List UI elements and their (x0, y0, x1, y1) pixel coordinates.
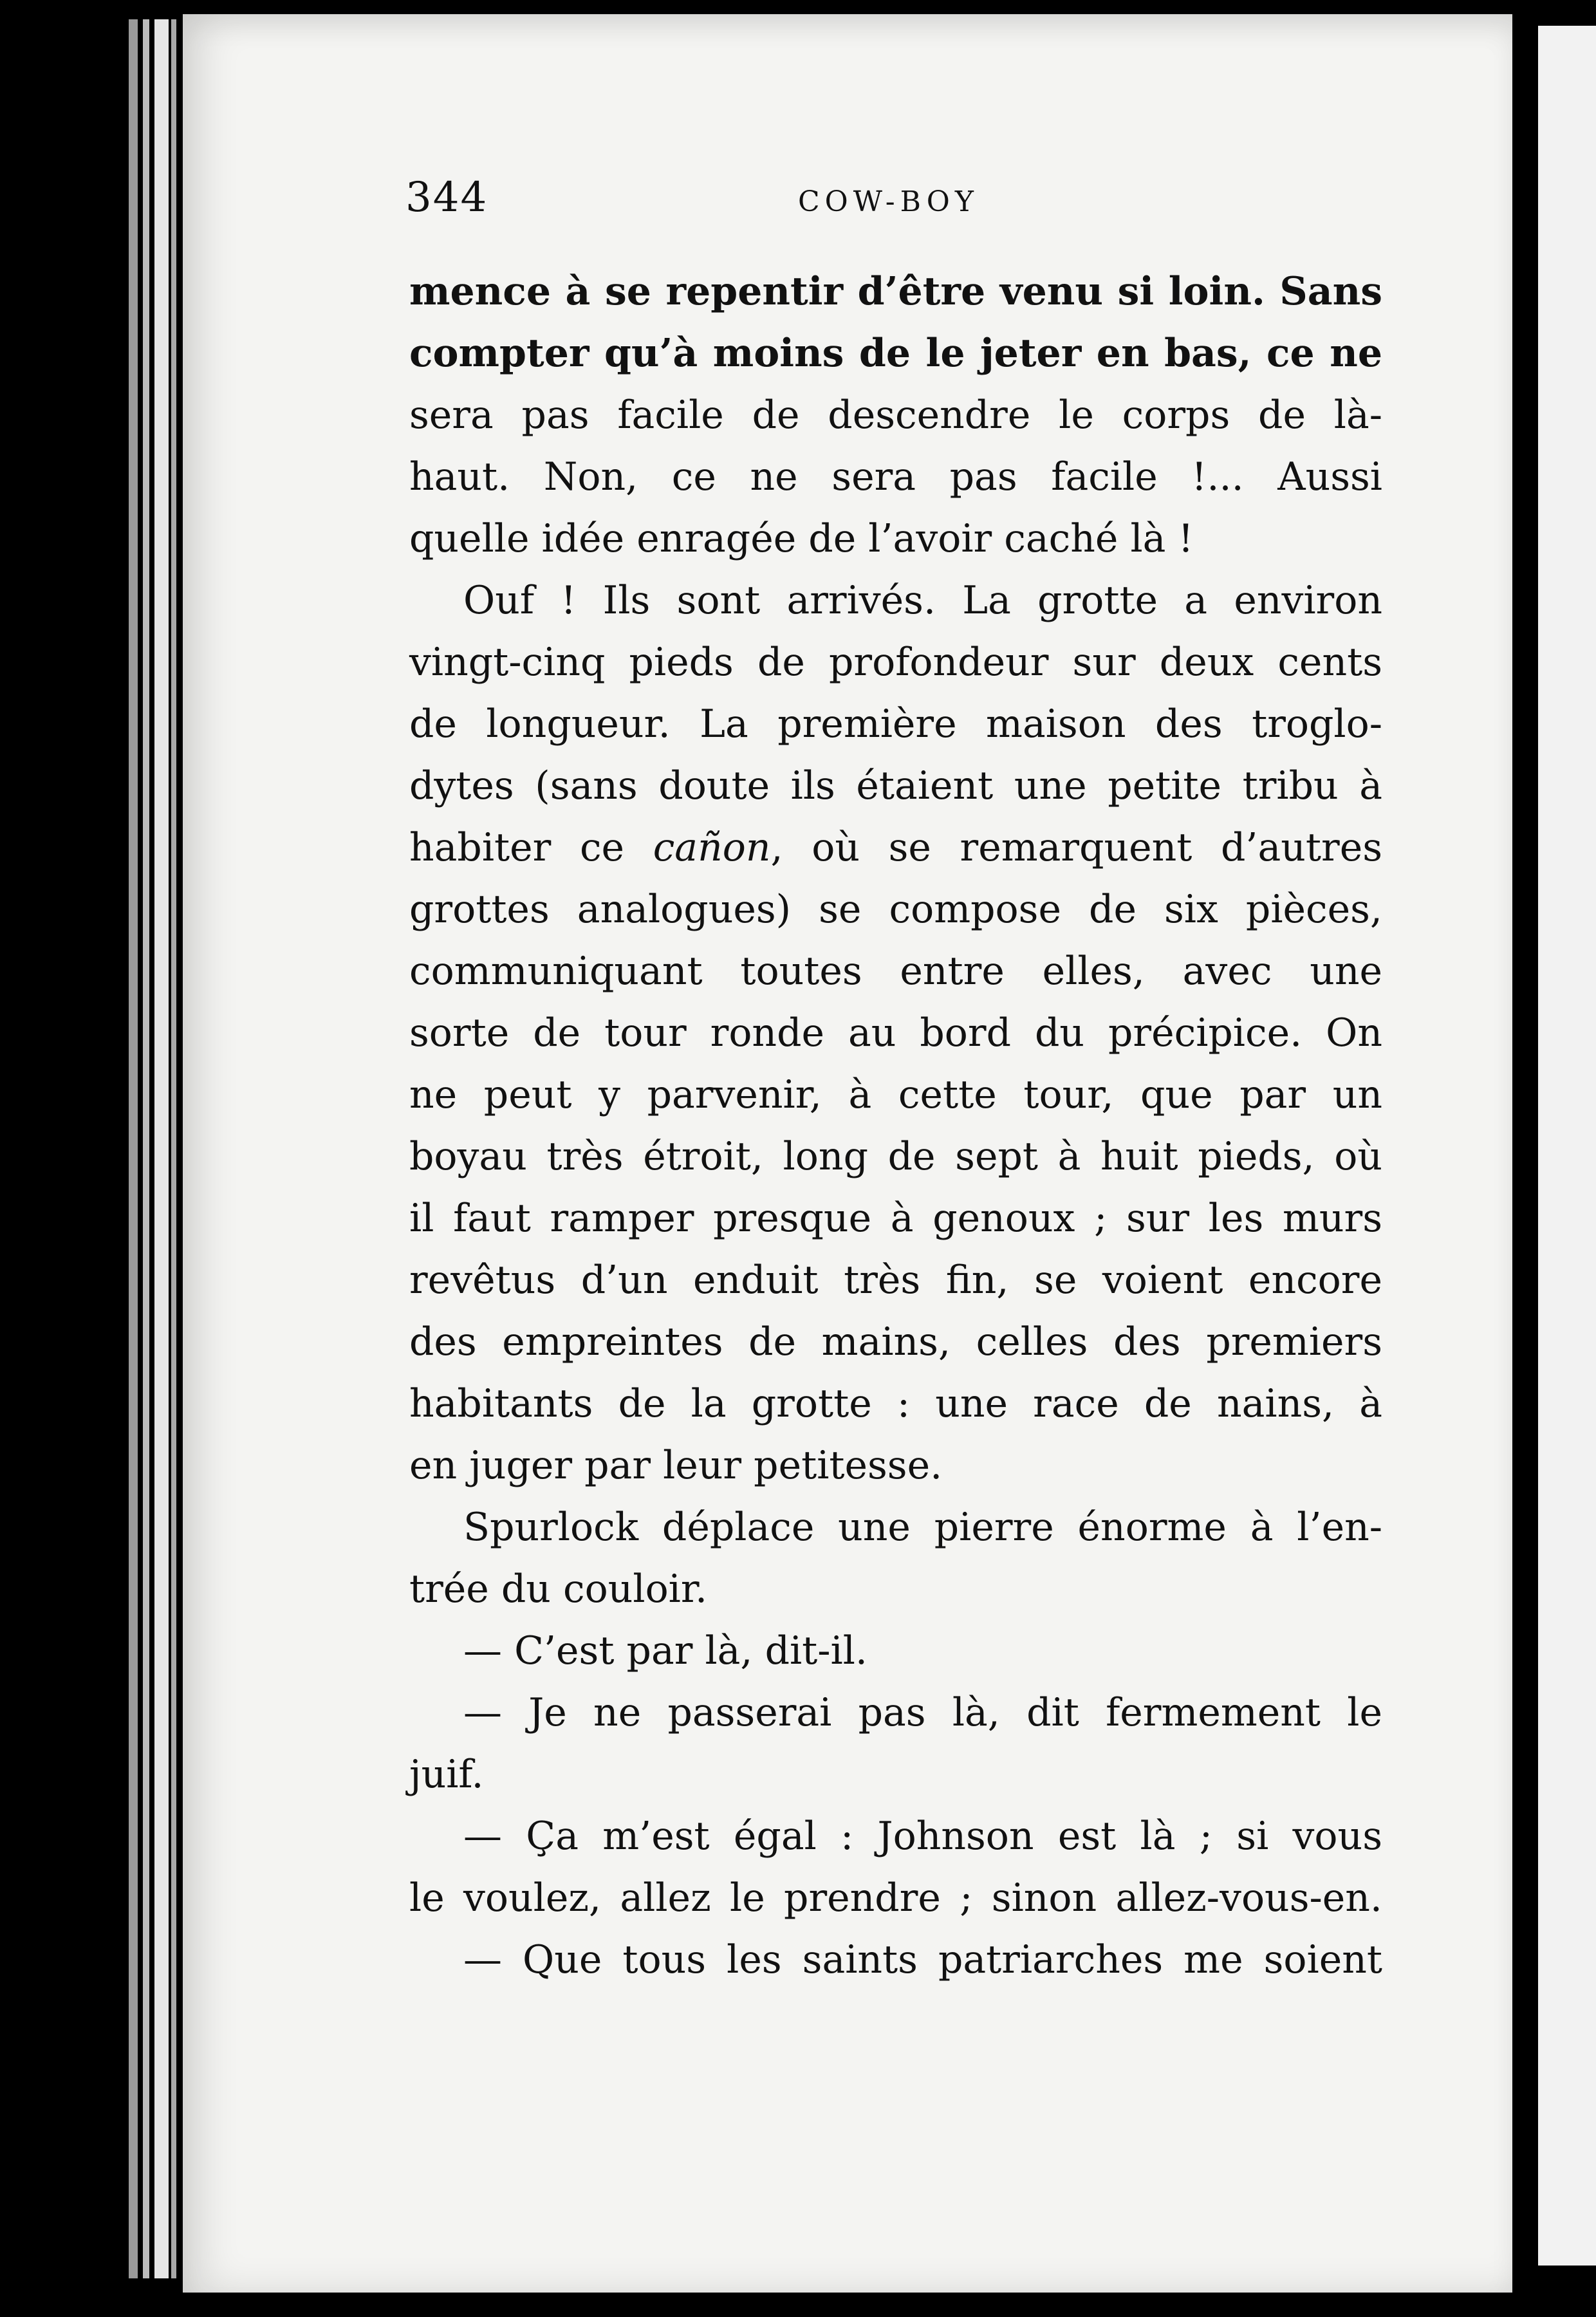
text-line: — Ça m’est égal : Johnson est là ; si vous (463, 1814, 1382, 1859)
text-line: vingt-cinq pieds de profondeur sur deux cents (409, 640, 1382, 685)
text-line: boyau très étroit, long de sept à huit pieds, où (409, 1134, 1382, 1179)
text-line: sorte de tour ronde au bord du précipice. On (409, 1010, 1382, 1056)
page-edge (154, 19, 169, 2278)
running-head: COW-BOY (798, 185, 979, 218)
text-line: dytes (sans doute ils étaient une petite tribu à (409, 763, 1382, 808)
text-line: quelle idée enragée de l’avoir caché là ! (409, 516, 1194, 561)
text-line: de longueur. La première maison des troglo- (409, 702, 1382, 747)
text-line: il faut ramper presque à genoux ; sur les murs (409, 1196, 1382, 1241)
text-line: en juger par leur petitesse. (409, 1443, 943, 1488)
page-edge (129, 19, 138, 2278)
text-line: revêtus d’un enduit très fin, se voient encore (409, 1258, 1382, 1303)
text-line: grottes analogues) se compose de six pièces, (409, 887, 1382, 932)
text-line: Spurlock déplace une pierre énorme à l’en- (463, 1505, 1382, 1550)
italic-term: cañon (653, 825, 771, 870)
page-header (405, 174, 1570, 232)
text-line: compter qu’à moins de le jeter en bas, ce ne (409, 331, 1382, 376)
next-page-sliver (1538, 26, 1596, 2266)
text-line: sera pas facile de descendre le corps de là- (409, 393, 1382, 438)
text-line: juif. (409, 1752, 484, 1797)
text-line: ne peut y parvenir, à cette tour, que par un (409, 1072, 1382, 1117)
page-edge (143, 19, 149, 2278)
text-line: trée du couloir. (409, 1567, 708, 1612)
text-segment: , où se remarquent d’autres (770, 825, 1383, 870)
text-segment: habiter ce (409, 825, 653, 870)
text-line: — Je ne passerai pas là, dit fermement le (463, 1690, 1382, 1735)
text-line: haut. Non, ce ne sera pas facile !... Aussi (409, 454, 1382, 499)
page-edge (171, 19, 176, 2278)
text-line: Ouf ! Ils sont arrivés. La grotte a environ (463, 578, 1382, 623)
page-gap (1512, 26, 1538, 2266)
text-line (409, 817, 1382, 879)
text-line: mence à se repentir d’être venu si loin. Sans (409, 269, 1382, 314)
text-line: habitants de la grotte : une race de nains, à (409, 1381, 1382, 1426)
text-line: — Que tous les saints patriarches me soient (463, 1937, 1382, 1982)
body-text (409, 261, 1382, 1991)
text-line: des empreintes de mains, celles des premiers (409, 1319, 1382, 1364)
page-number: 344 (405, 174, 488, 221)
text-line: le voulez, allez le prendre ; sinon allez-vous-en. (409, 1875, 1382, 1921)
text-line: communiquant toutes entre elles, avec une (409, 949, 1382, 994)
text-line: — C’est par là, dit-il. (463, 1628, 868, 1673)
